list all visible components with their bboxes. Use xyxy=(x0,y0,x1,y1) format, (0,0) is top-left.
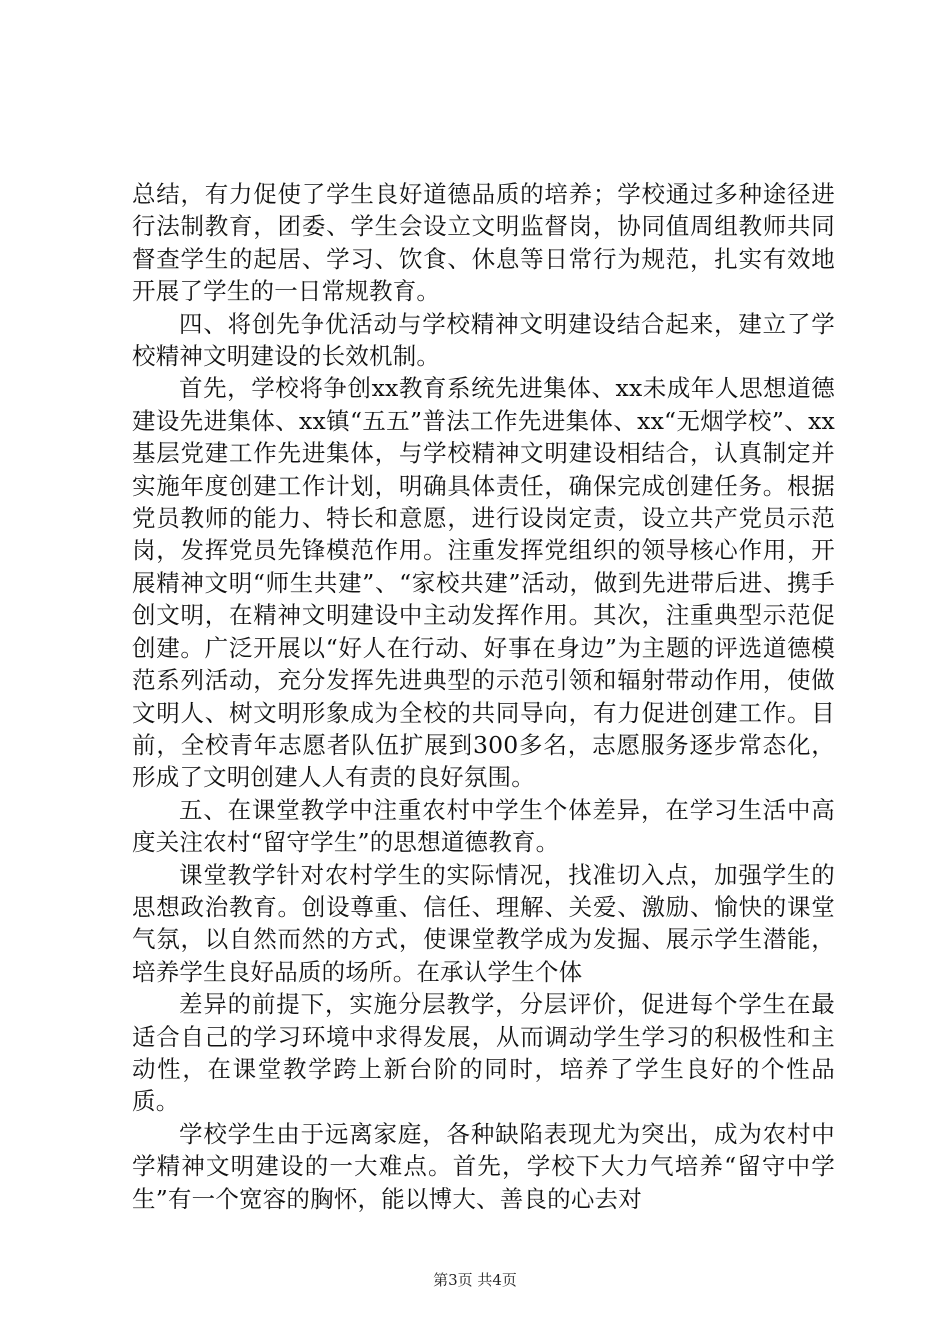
paragraph-7: 学校学生由于远离家庭，各种缺陷表现尤为突出，成为农村中学精神文明建设的一大难点。首先，学校下大力气培养“留守中学生”有一个宽容的胸怀，能以博大、善良的心去对 xyxy=(132,1119,835,1213)
document-body xyxy=(132,178,835,1215)
page-footer xyxy=(0,1270,950,1290)
paragraph-4-heading-five: 五、在课堂教学中注重农村中学生个体差异，在学习生活中高度关注农村“留守学生”的思想道德教育。 xyxy=(132,795,835,857)
page-number-label: 第3页 共4页 xyxy=(433,1271,517,1289)
paragraph-3: 首先，学校将争创xx教育系统先进集体、xx未成年人思想道德建设先进集体、xx镇“五五”普法工作先进集体、xx“无烟学校”、xx基层党建工作先进集体，与学校精神文明建设相结合，认真制定并实施年度创建工作计划，明确具体责任，确保完成创建任务。根据党员教师的能力、特长和意愿，进行设岗定责，设立共产党员示范岗，发挥党员先锋模范作用。注重发挥党组织的领导核心作用，开展精神文明“师生共建”、“家校共建”活动，做到先进带后进、携手创文明，在精神文明建设中主动发挥作用。其次，注重典型示范促创建。广泛开展以“好人在行动、好事在身边”为主题的评选道德模范系列活动，充分发挥先进典型的示范引领和辐射带动作用，使做文明人、树文明形象成为全校的共同导向，有力促进创建工作。目前，全校青年志愿者队伍扩展到300多名，志愿服务逐步常态化，形成了文明创建人人有责的良好氛围。 xyxy=(132,374,835,792)
paragraph-2-heading-four: 四、将创先争优活动与学校精神文明建设结合起来，建立了学校精神文明建设的长效机制。 xyxy=(132,309,835,371)
paragraph-6: 差异的前提下，实施分层教学，分层评价，促进每个学生在最适合自己的学习环境中求得发展，从而调动学生学习的积极性和主动性，在课堂教学跨上新台阶的同时，培养了学生良好的个性品质。 xyxy=(132,990,835,1116)
paragraph-5: 课堂教学针对农村学生的实际情况，找准切入点，加强学生的思想政治教育。创设尊重、信任、理解、关爱、激励、愉快的课堂气氛，以自然而然的方式，使课堂教学成为发掘、展示学生潜能，培养学生良好品质的场所。在承认学生个体 xyxy=(132,860,835,986)
paragraph-1: 总结，有力促使了学生良好道德品质的培养；学校通过多种途径进行法制教育，团委、学生会设立文明监督岗，协同值周组教师共同督查学生的起居、学习、饮食、休息等日常行为规范，扎实有效地开展了学生的一日常规教育。 xyxy=(132,180,835,306)
